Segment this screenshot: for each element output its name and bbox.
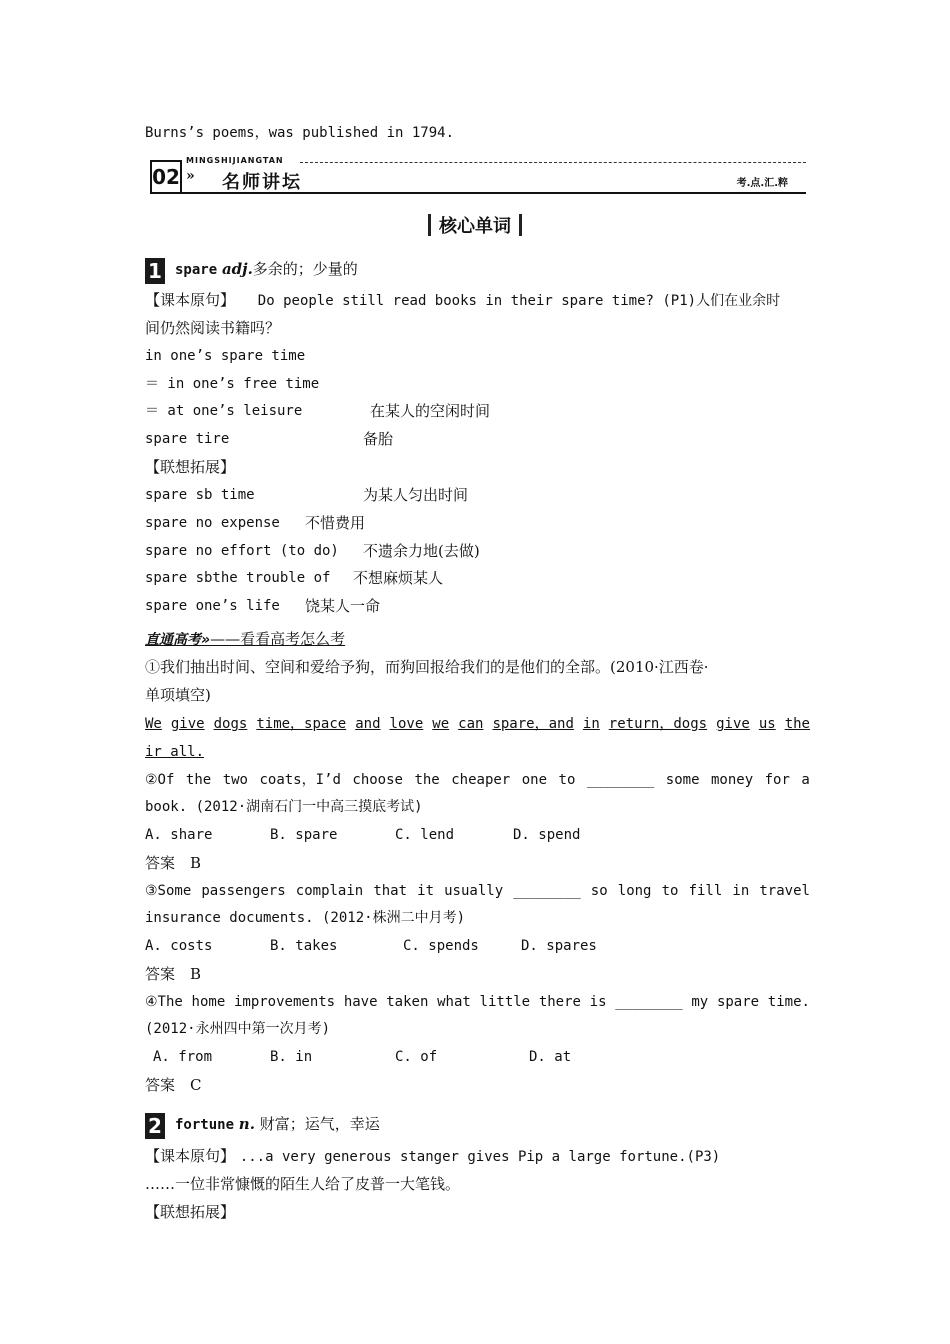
- question-4-answer: 答案 C: [145, 1076, 202, 1094]
- extend-cn: 饶某人一命: [305, 597, 381, 615]
- extend-en: spare one’s life: [145, 598, 280, 614]
- option: B. in: [270, 1049, 313, 1065]
- phrase-en: spare tire: [145, 431, 230, 447]
- question-word: some: [665, 772, 700, 788]
- question-word: improvements: [233, 994, 336, 1010]
- source-text: ...a very generous stanger gives Pip a large fortune.(P3): [239, 1149, 721, 1165]
- banner-dashed-rule: [300, 162, 806, 163]
- extend-line: [145, 568, 810, 588]
- answer-word: we: [432, 716, 450, 732]
- entry-word: spare: [175, 262, 218, 278]
- banner-pinyin: MINGSHIJIANGTAN: [186, 156, 284, 165]
- source-label: 【课本原句】: [145, 1147, 236, 1165]
- question-word: money: [710, 772, 754, 788]
- section-heading: [0, 212, 950, 238]
- extend-en: spare sbthe trouble of: [145, 570, 331, 586]
- question-word: to: [661, 883, 679, 899]
- question-word: spare: [716, 994, 760, 1010]
- question-word: is: [589, 994, 607, 1010]
- bar-icon: [519, 214, 522, 236]
- question-word: have: [343, 994, 378, 1010]
- direct-label: 直通高考»: [145, 632, 211, 648]
- question-word: ④The: [145, 994, 183, 1010]
- extend-cn: 不想麻烦某人: [353, 569, 444, 587]
- answer-word: dogs: [213, 716, 248, 732]
- answer-word: and: [355, 716, 381, 732]
- extend-line: [145, 596, 810, 616]
- option: B. takes: [270, 938, 338, 954]
- extend-line: [145, 513, 810, 533]
- entry-number: 1: [145, 258, 165, 284]
- direct-heading: [145, 629, 810, 650]
- answer-word: time，space: [256, 716, 347, 732]
- phrase-line: [145, 346, 810, 366]
- extend-cn: 不惜费用: [305, 514, 366, 532]
- phrase-en: in one’s spare time: [145, 348, 306, 364]
- option: D. at: [529, 1049, 572, 1065]
- question-2-answer: 答案 B: [145, 854, 202, 872]
- option: B. spare: [270, 827, 338, 843]
- entry-number: 2: [145, 1113, 165, 1139]
- answer-word: us: [758, 716, 776, 732]
- entry-heading: [145, 255, 810, 284]
- phrase-line: [145, 401, 810, 421]
- double-arrow-icon: »: [186, 168, 195, 184]
- answer-1-line-cont: ir all.: [145, 744, 205, 760]
- question-word: travel: [759, 883, 810, 899]
- entry-word: fortune: [175, 1117, 235, 1133]
- extend-en: spare no expense: [145, 515, 280, 531]
- entry-pos: n.: [238, 1115, 255, 1133]
- extend-en: spare sb time: [145, 487, 255, 503]
- entry-meaning: 财富；运气，幸运: [259, 1115, 380, 1133]
- answer-word: spare，and: [492, 716, 574, 732]
- phrase-line: [145, 374, 810, 394]
- option: C. lend: [395, 827, 455, 843]
- question-4: [145, 992, 810, 1012]
- question-word: time.: [767, 994, 810, 1010]
- phrase-en: ＝ in one’s free time: [145, 376, 320, 392]
- question-word: taken: [386, 994, 429, 1010]
- source-translation: ……一位非常慷慨的陌生人给了皮普一大笔钱。: [145, 1175, 461, 1193]
- source-text: Do people still read books in their spare time? (P1)人们在业余时: [257, 293, 781, 309]
- answer-word: We: [145, 716, 162, 732]
- source-label: 【课本原句】: [145, 291, 236, 309]
- question-1: ①我们抽出时间、空间和爱给予狗，而狗回报给我们的是他们的全部。(2010·江西卷·: [145, 658, 709, 676]
- phrase-en: ＝ at one’s leisure: [145, 403, 303, 419]
- answer-word: in: [582, 716, 600, 732]
- banner-number: 02: [150, 160, 182, 194]
- question-3-answer: 答案 B: [145, 965, 202, 983]
- option: C. of: [395, 1049, 438, 1065]
- answer-word: give: [716, 716, 750, 732]
- bar-icon: [428, 214, 431, 236]
- question-word: complain: [295, 883, 364, 899]
- source-sentence: [145, 290, 810, 311]
- option: D. spares: [521, 938, 597, 954]
- question-word: for: [764, 772, 790, 788]
- question-3-cont: insurance documents. (2012·株洲二中月考): [145, 910, 466, 926]
- question-2-cont: book. (2012·湖南石门一中高三摸底考试): [145, 799, 423, 815]
- question-word: ③Some: [145, 883, 192, 899]
- question-1-cont: 单项填空): [145, 686, 211, 704]
- question-word: cheaper: [451, 772, 511, 788]
- option: D. spend: [513, 827, 581, 843]
- question-word: there: [538, 994, 581, 1010]
- section-title: 核心单词: [439, 216, 511, 237]
- top-continuation-text: Burns’s poems，was published in 1794.: [145, 125, 455, 141]
- answer-word: can: [458, 716, 484, 732]
- extend-cn: 不遗余力地(去做): [363, 542, 480, 560]
- question-word: the: [414, 772, 440, 788]
- option: A. costs: [145, 938, 213, 954]
- extend-line: [145, 485, 810, 505]
- question-word: choose: [352, 772, 403, 788]
- question-4-cont: (2012·永州四中第一次月考): [145, 1021, 331, 1037]
- answer-word: return，dogs: [608, 716, 708, 732]
- source-sentence: [145, 1146, 810, 1167]
- question-word: ________: [586, 772, 655, 788]
- question-word: fill: [688, 883, 723, 899]
- question-word: coats，I’d: [259, 772, 341, 788]
- extend-label: 【联想拓展】: [145, 458, 236, 476]
- question-word: what: [437, 994, 471, 1010]
- question-word: ②Of: [145, 772, 175, 788]
- question-word: so: [590, 883, 608, 899]
- phrase-cn: 在某人的空闲时间: [370, 402, 491, 420]
- question-word: to: [558, 772, 576, 788]
- question-word: ________: [513, 883, 581, 899]
- phrase-line: [145, 429, 810, 449]
- question-word: two: [222, 772, 248, 788]
- answer-word: love: [389, 716, 424, 732]
- answer-word: the: [784, 716, 810, 732]
- question-word: little: [479, 994, 531, 1010]
- question-word: passengers: [201, 883, 286, 899]
- question-word: in: [732, 883, 750, 899]
- question-word: ________: [615, 994, 683, 1010]
- question-word: one: [521, 772, 548, 788]
- question-2: [145, 770, 810, 790]
- banner-rule: [150, 192, 806, 194]
- question-word: my: [691, 994, 709, 1010]
- option: A. share: [145, 827, 213, 843]
- direct-text: ——看看高考怎么考: [210, 630, 346, 648]
- section-banner: [150, 152, 806, 194]
- banner-right-label: 考.点.汇.粹: [736, 178, 788, 189]
- question-3: [145, 881, 810, 901]
- extend-label: 【联想拓展】: [145, 1203, 236, 1221]
- entry-meaning: 多余的；少量的: [252, 260, 358, 278]
- extend-en: spare no effort (to do): [145, 543, 339, 559]
- extend-cn: 为某人匀出时间: [363, 486, 469, 504]
- question-word: usually: [444, 883, 504, 899]
- question-word: the: [185, 772, 212, 788]
- question-word: long: [617, 883, 652, 899]
- entry-heading: [145, 1110, 810, 1139]
- question-word: home: [191, 994, 226, 1010]
- answer-1-line: [145, 714, 810, 734]
- source-sentence-cont: 间仍然阅读书籍吗？: [145, 319, 281, 337]
- question-word: that: [373, 883, 408, 899]
- answer-word: give: [170, 716, 205, 732]
- option: C. spends: [403, 938, 479, 954]
- banner-title: 名师讲坛: [222, 172, 302, 193]
- phrase-cn: 备胎: [363, 430, 394, 448]
- option: A. from: [153, 1049, 213, 1065]
- extend-line: [145, 541, 810, 561]
- question-word: a: [801, 772, 810, 788]
- entry-pos: adj.: [221, 260, 253, 278]
- question-word: it: [417, 883, 435, 899]
